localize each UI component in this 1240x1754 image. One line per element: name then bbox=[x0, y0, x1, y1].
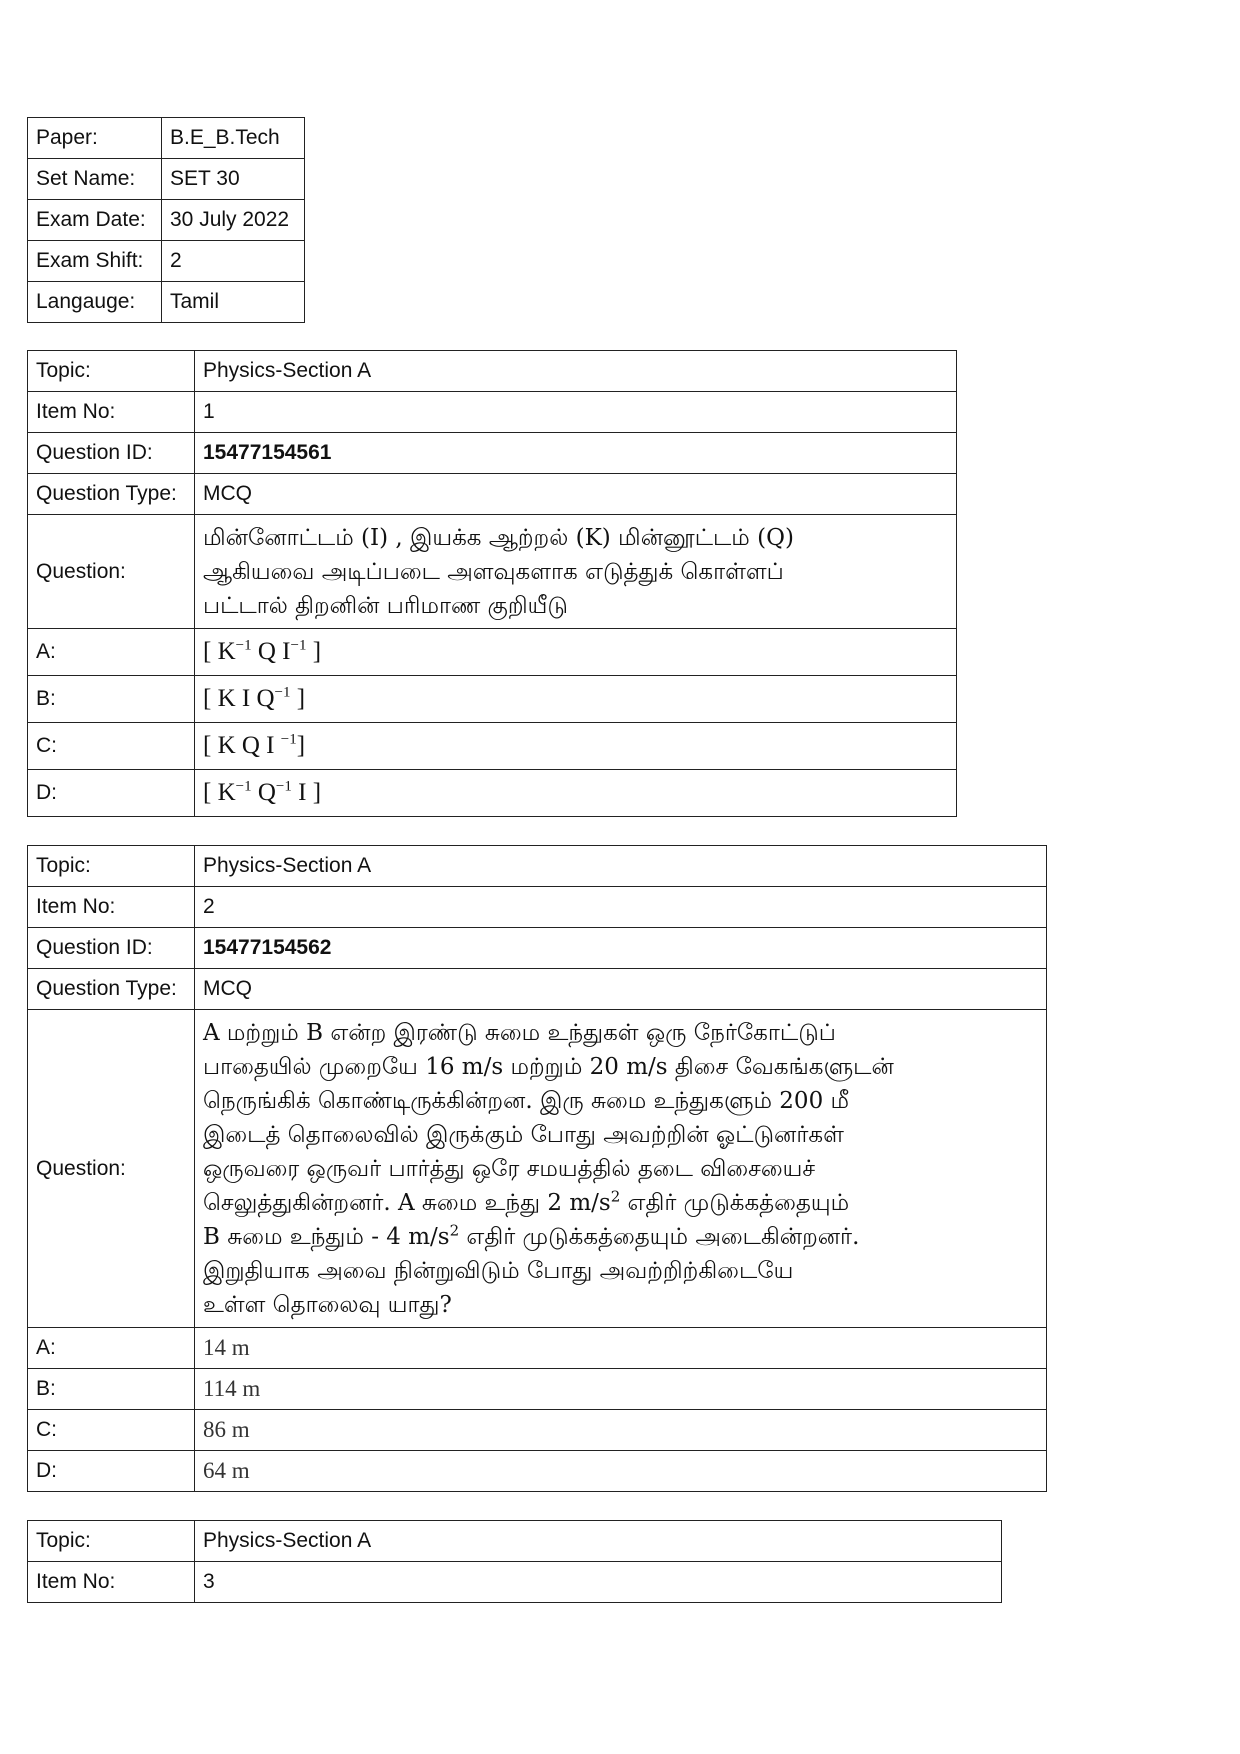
q2-question-line: ஒருவரை ஒருவர் பார்த்து ஒரே சமயத்தில் தடை விசையைச் bbox=[203, 1155, 816, 1182]
q2-question-line: பாதையில் முறையே 16 m/s மற்றும் 20 m/s திசை வேகங்களுடன் bbox=[203, 1053, 894, 1080]
option-d-label: D: bbox=[28, 1451, 195, 1492]
exam-shift-value: 2 bbox=[162, 241, 305, 282]
q2-question-line: நெருங்கிக் கொண்டிருக்கின்றன. இரு சுமை உந்துகளும் 200 மீ bbox=[203, 1087, 850, 1114]
question-id-label: Question ID: bbox=[28, 433, 195, 474]
q3-topic: Physics-Section A bbox=[195, 1521, 1002, 1562]
topic-label: Topic: bbox=[28, 351, 195, 392]
set-name-label: Set Name: bbox=[28, 159, 162, 200]
q3-item-no: 3 bbox=[195, 1562, 1002, 1603]
exam-meta-table bbox=[27, 117, 305, 323]
exam-date-value: 30 July 2022 bbox=[162, 200, 305, 241]
q2-topic: Physics-Section A bbox=[195, 846, 1047, 887]
option-d-label: D: bbox=[28, 770, 195, 817]
q2-option-d: 64 m bbox=[195, 1451, 1047, 1492]
q1-question-line: ஆகியவை அடிப்படை அளவுகளாக எடுத்துக் கொள்ளப் bbox=[203, 558, 784, 585]
paper-label: Paper: bbox=[28, 118, 162, 159]
question-1-table bbox=[27, 350, 957, 817]
question-label: Question: bbox=[28, 515, 195, 629]
q2-question-line: இடைத் தொலைவில் இருக்கும் போது அவற்றின் ஓட்டுனர்கள் bbox=[203, 1121, 844, 1148]
q1-question-line: பட்டால் திறனின் பரிமாண குறியீடு bbox=[203, 592, 568, 619]
q2-question-id: 15477154562 bbox=[195, 928, 1047, 969]
option-c-label: C: bbox=[28, 723, 195, 770]
option-b-label: B: bbox=[28, 676, 195, 723]
q2-question-text bbox=[195, 1010, 1047, 1328]
exam-date-label: Exam Date: bbox=[28, 200, 162, 241]
question-id-label: Question ID: bbox=[28, 928, 195, 969]
q2-question-line: A மற்றும் B என்ற இரண்டு சுமை உந்துகள் ஒரு நேர்கோட்டுப் bbox=[203, 1019, 836, 1046]
set-name-value: SET 30 bbox=[162, 159, 305, 200]
q1-item-no: 1 bbox=[195, 392, 957, 433]
q1-option-b: [ K I $Q^{-1}$ ] bbox=[195, 676, 957, 723]
question-label: Question: bbox=[28, 1010, 195, 1328]
item-no-label: Item No: bbox=[28, 887, 195, 928]
q2-question-line: செலுத்துகின்றனர். A சுமை உந்து 2 $m/s^2$ எதிர் முடுக்கத்தையும் bbox=[203, 1186, 850, 1216]
q1-question-text bbox=[195, 515, 957, 629]
q1-question-type: MCQ bbox=[195, 474, 957, 515]
q2-item-no: 2 bbox=[195, 887, 1047, 928]
topic-label: Topic: bbox=[28, 1521, 195, 1562]
q2-question-type: MCQ bbox=[195, 969, 1047, 1010]
q1-option-c: [ K Q I $^{-1}$] bbox=[195, 723, 957, 770]
item-no-label: Item No: bbox=[28, 392, 195, 433]
option-a-label: A: bbox=[28, 629, 195, 676]
q2-question-line: இறுதியாக அவை நின்றுவிடும் போது அவற்றிற்கிடையே bbox=[203, 1257, 794, 1284]
question-2-table bbox=[27, 845, 1047, 1492]
q1-option-a: [ $K^{-1}$ Q $I^{-1}$ ] bbox=[195, 629, 957, 676]
language-label: Langauge: bbox=[28, 282, 162, 323]
option-a-label: A: bbox=[28, 1328, 195, 1369]
q2-option-a: 14 m bbox=[195, 1328, 1047, 1369]
option-b-label: B: bbox=[28, 1369, 195, 1410]
paper-value: B.E_B.Tech bbox=[162, 118, 305, 159]
question-3-table bbox=[27, 1520, 1002, 1603]
question-type-label: Question Type: bbox=[28, 969, 195, 1010]
item-no-label: Item No: bbox=[28, 1562, 195, 1603]
q1-question-id: 15477154561 bbox=[195, 433, 957, 474]
q1-question-line: மின்னோட்டம் (I) , இயக்க ஆற்றல் (K) மின்னூட்டம் (Q) bbox=[203, 524, 794, 551]
q2-option-c: 86 m bbox=[195, 1410, 1047, 1451]
q2-question-line: உள்ள தொலைவு யாது? bbox=[203, 1291, 452, 1318]
q1-topic: Physics-Section A bbox=[195, 351, 957, 392]
topic-label: Topic: bbox=[28, 846, 195, 887]
language-value: Tamil bbox=[162, 282, 305, 323]
q1-option-d: [ $K^{-1}$ $Q^{-1}$ I ] bbox=[195, 770, 957, 817]
question-type-label: Question Type: bbox=[28, 474, 195, 515]
q2-question-line: B சுமை உந்தும் - 4 $m/s^2$ எதிர் முடுக்கத்தையும் அடைகின்றனர். bbox=[203, 1220, 860, 1250]
exam-shift-label: Exam Shift: bbox=[28, 241, 162, 282]
option-c-label: C: bbox=[28, 1410, 195, 1451]
q2-option-b: 114 m bbox=[195, 1369, 1047, 1410]
